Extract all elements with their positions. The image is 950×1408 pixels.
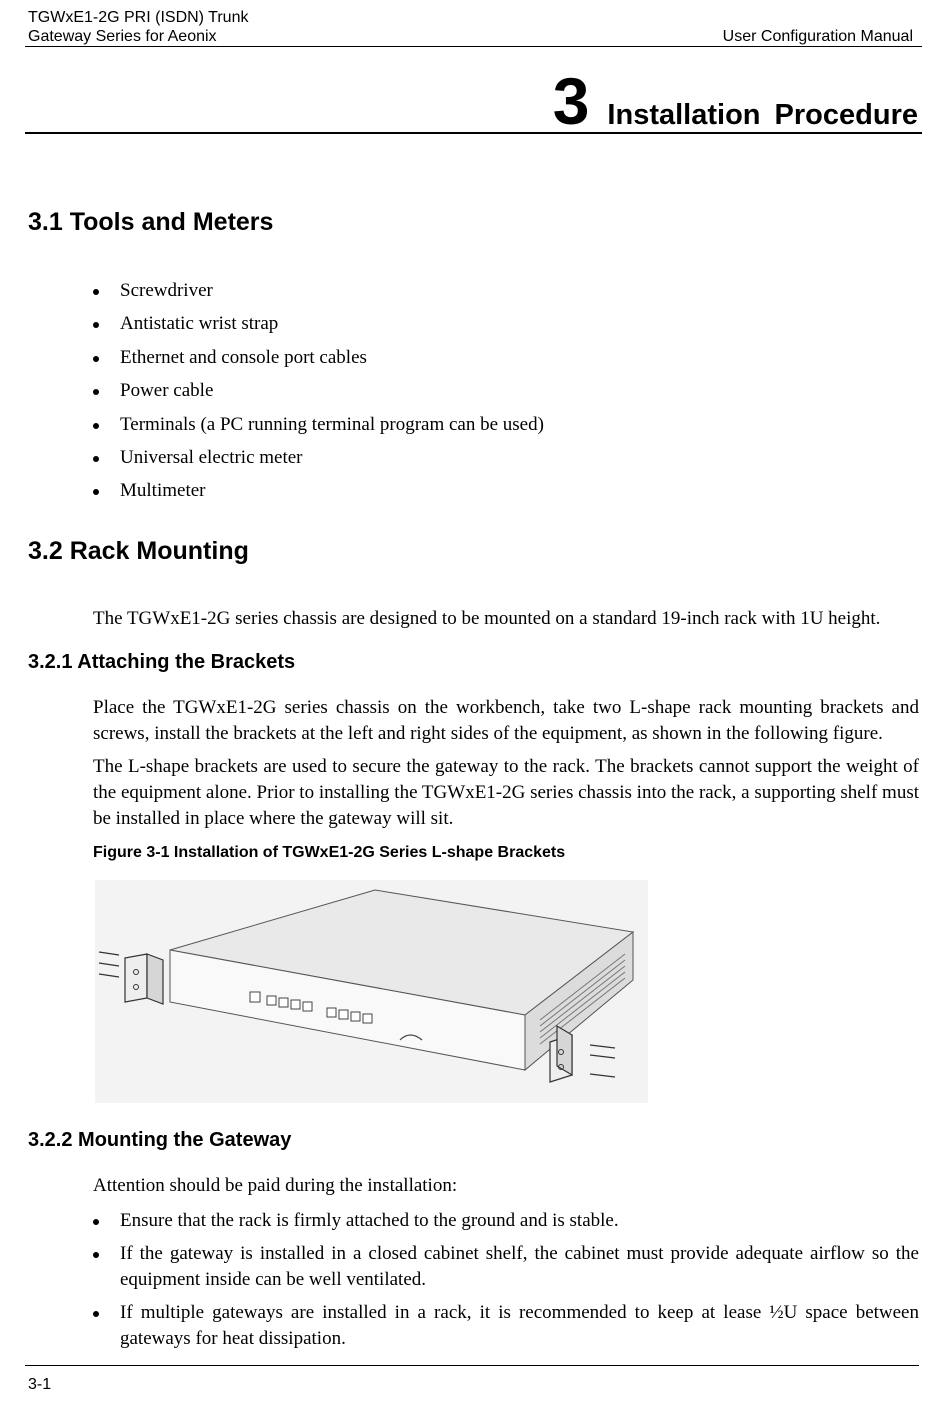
list-item bbox=[93, 480, 544, 513]
list-item-text: Terminals (a PC running terminal program can be used) bbox=[120, 413, 544, 435]
bullet-icon bbox=[93, 356, 99, 362]
list-item-text: Screwdriver bbox=[120, 280, 213, 301]
brackets-paragraph-2: The L-shape brackets are used to secure the gateway to the rack. The brackets cannot support the weight of the equipment alone. Prior to installing the TGWxE1-2G series chassis into the rack, a supporting shelf must be installed in place where the gateway will sit. bbox=[93, 756, 919, 829]
tools-list bbox=[93, 280, 544, 514]
list-item bbox=[93, 1241, 919, 1293]
chapter-divider bbox=[25, 132, 922, 134]
list-item bbox=[93, 313, 544, 346]
header-product-line-1: TGWxE1-2G PRI (ISDN) Trunk bbox=[28, 9, 249, 26]
header-manual-title: User Configuration Manual bbox=[722, 28, 913, 45]
figure-caption: Figure 3-1 Installation of TGWxE1-2G Series L-shape Brackets bbox=[93, 844, 566, 861]
chapter-title bbox=[553, 66, 918, 136]
mounting-intro: Attention should be paid during the installation: bbox=[93, 1175, 458, 1196]
list-item-text: Ethernet and console port cables bbox=[120, 346, 367, 368]
list-item bbox=[93, 280, 544, 313]
list-item-text: Ensure that the rack is firmly attached to the ground and is stable. bbox=[120, 1210, 619, 1231]
section-heading-3-2: 3.2 Rack Mounting bbox=[28, 537, 249, 565]
chapter-number: 3 bbox=[552, 64, 590, 138]
bracket-installation-figure bbox=[95, 880, 648, 1103]
bullet-icon bbox=[93, 1252, 99, 1258]
bullet-icon bbox=[93, 389, 99, 395]
list-item-text: Antistatic wrist strap bbox=[120, 313, 279, 335]
section-heading-3-1: 3.1 Tools and Meters bbox=[28, 208, 274, 236]
list-item bbox=[93, 1300, 919, 1352]
bullet-icon bbox=[93, 289, 99, 295]
section-heading-3-2-1: 3.2.1 Attaching the Brackets bbox=[28, 651, 296, 673]
bullet-icon bbox=[93, 456, 99, 462]
rack-mounting-intro: The TGWxE1-2G series chassis are designed to be mounted on a standard 19-inch rack with 1U height. bbox=[93, 608, 881, 629]
page-number: 3-1 bbox=[28, 1376, 52, 1393]
header-product-line-2: Gateway Series for Aeonix bbox=[28, 28, 217, 45]
list-item-text: Multimeter bbox=[120, 480, 206, 502]
bullet-icon bbox=[93, 423, 99, 429]
document-header-left bbox=[28, 8, 248, 46]
list-item bbox=[93, 380, 544, 413]
bullet-icon bbox=[93, 489, 99, 495]
list-item-text: Power cable bbox=[120, 380, 214, 402]
chapter-title-text: Installation Procedure bbox=[607, 99, 918, 131]
bullet-icon bbox=[93, 1219, 99, 1225]
mounting-attention-list bbox=[93, 1208, 919, 1359]
list-item bbox=[93, 447, 544, 480]
section-heading-3-2-2: 3.2.2 Mounting the Gateway bbox=[28, 1129, 292, 1151]
list-item bbox=[93, 414, 544, 447]
list-item-text: If the gateway is installed in a closed cabinet shelf, the cabinet must provide adequate airflow so the equipment inside can be well ventilated. bbox=[120, 1243, 919, 1290]
list-item-text: If multiple gateways are installed in a rack, it is recommended to keep at lease ½U space between gateways for heat dissipation. bbox=[120, 1302, 919, 1349]
list-item-text: Universal electric meter bbox=[120, 446, 303, 468]
brackets-paragraph-1: Place the TGWxE1-2G series chassis on the workbench, take two L-shape rack mounting brackets and screws, install the brackets at the left and right sides of the equipment, as shown in the following figure. bbox=[93, 697, 919, 744]
bullet-icon bbox=[93, 322, 99, 328]
footer-divider bbox=[25, 1365, 919, 1366]
list-item bbox=[93, 347, 544, 380]
chassis-illustration bbox=[95, 880, 648, 1103]
header-divider bbox=[25, 46, 922, 47]
bullet-icon bbox=[93, 1311, 99, 1317]
list-item bbox=[93, 1208, 919, 1234]
